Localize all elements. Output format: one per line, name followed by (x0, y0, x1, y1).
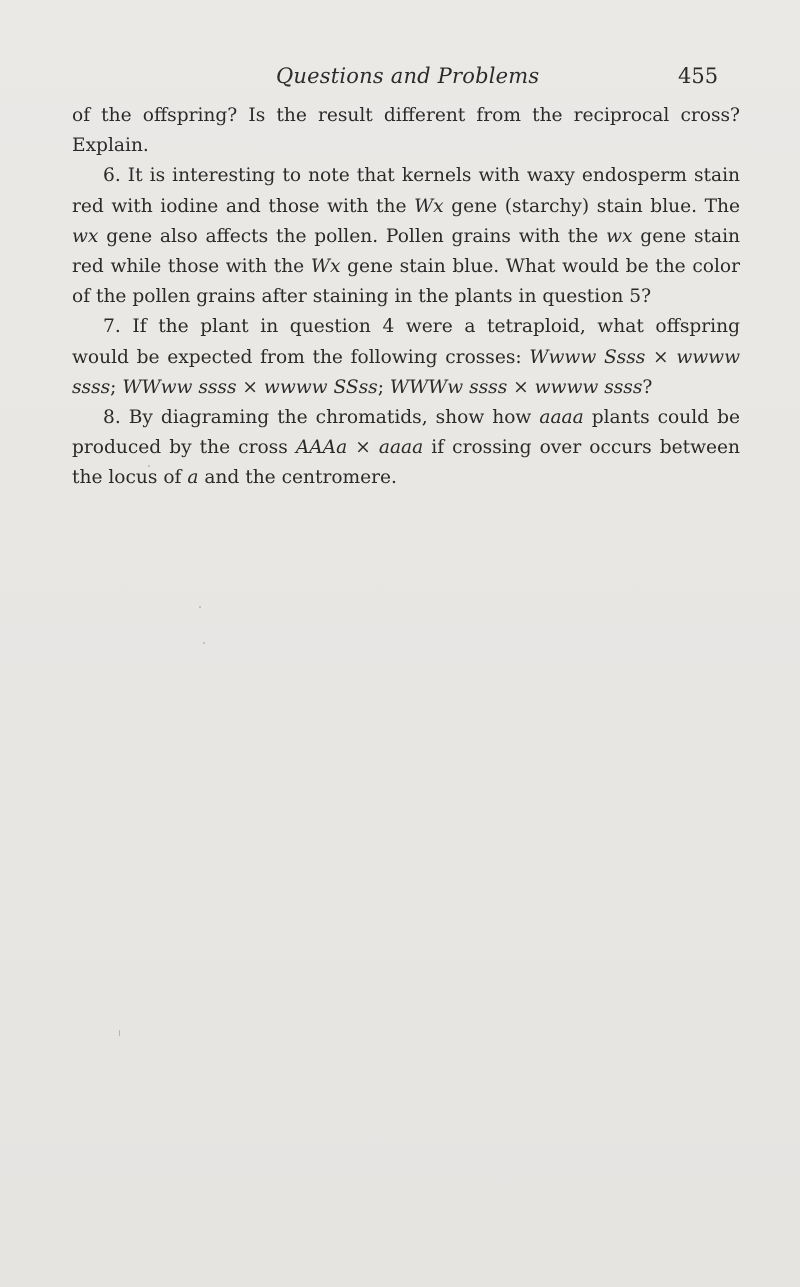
genotype: aaaa (378, 437, 424, 459)
genotype: WWww ssss (122, 376, 237, 398)
question-text: if crossing over occurs between the locus of (72, 437, 741, 489)
genotype: aaaa (539, 407, 584, 429)
cross-symbol: × (236, 376, 264, 398)
question-text: 8. By diagraming the chromatids, show how (103, 407, 540, 429)
question-text: gene stain blue. What would be the color of the pollen grains after staining in the plants in question 5? (72, 256, 740, 308)
paragraph-text: of the offspring? Is the result different from the reciprocal cross? Explain. (72, 105, 740, 157)
cross-symbol: × (645, 346, 677, 368)
question-text: gene stain red while those with the (72, 225, 740, 278)
separator: ; (110, 376, 123, 398)
gene-symbol: Wx (414, 195, 444, 217)
body-text (72, 101, 740, 494)
paragraph-continuation (72, 101, 740, 161)
question-text: 6. It is interesting to note that kernels with waxy endosperm stain red with iodine and those with the (72, 165, 740, 217)
gene-symbol: wx (606, 225, 633, 247)
running-title: Questions and Problems (276, 64, 540, 88)
running-head (0, 60, 800, 94)
separator: ; (377, 376, 390, 398)
question-text: 7. If the plant in question 4 were a tetraploid, what offspring would be expected from the following crosses: (72, 316, 740, 368)
gene-symbol: a (187, 467, 199, 489)
cross-symbol: × (507, 376, 535, 398)
paper-speck (148, 465, 150, 467)
question-text: gene also affects the pollen. Pollen grains with the (98, 225, 607, 247)
question-text: ? (642, 376, 653, 398)
question-7 (72, 312, 740, 403)
question-text: and the centromere. (198, 467, 397, 489)
page-number: 455 (678, 64, 719, 88)
question-6 (72, 161, 740, 312)
gene-symbol: Wx (310, 256, 341, 278)
question-8 (72, 403, 740, 494)
paper-speck (199, 606, 201, 608)
genotype: wwww SSss (263, 376, 378, 398)
question-text: plants could be produced by the cross (72, 407, 740, 459)
cross-symbol: × (347, 437, 379, 459)
genotype: Wwww Ssss (529, 346, 646, 368)
paper-speck (119, 1030, 120, 1036)
gene-symbol: wx (72, 225, 99, 247)
paper-speck (203, 642, 205, 644)
question-text: gene (starchy) stain blue. The (443, 195, 740, 217)
genotype: WWWw ssss (389, 376, 508, 398)
genotype: wwww ssss (534, 376, 643, 398)
genotype: wwww ssss (72, 346, 740, 398)
genotype: AAAa (295, 437, 348, 459)
